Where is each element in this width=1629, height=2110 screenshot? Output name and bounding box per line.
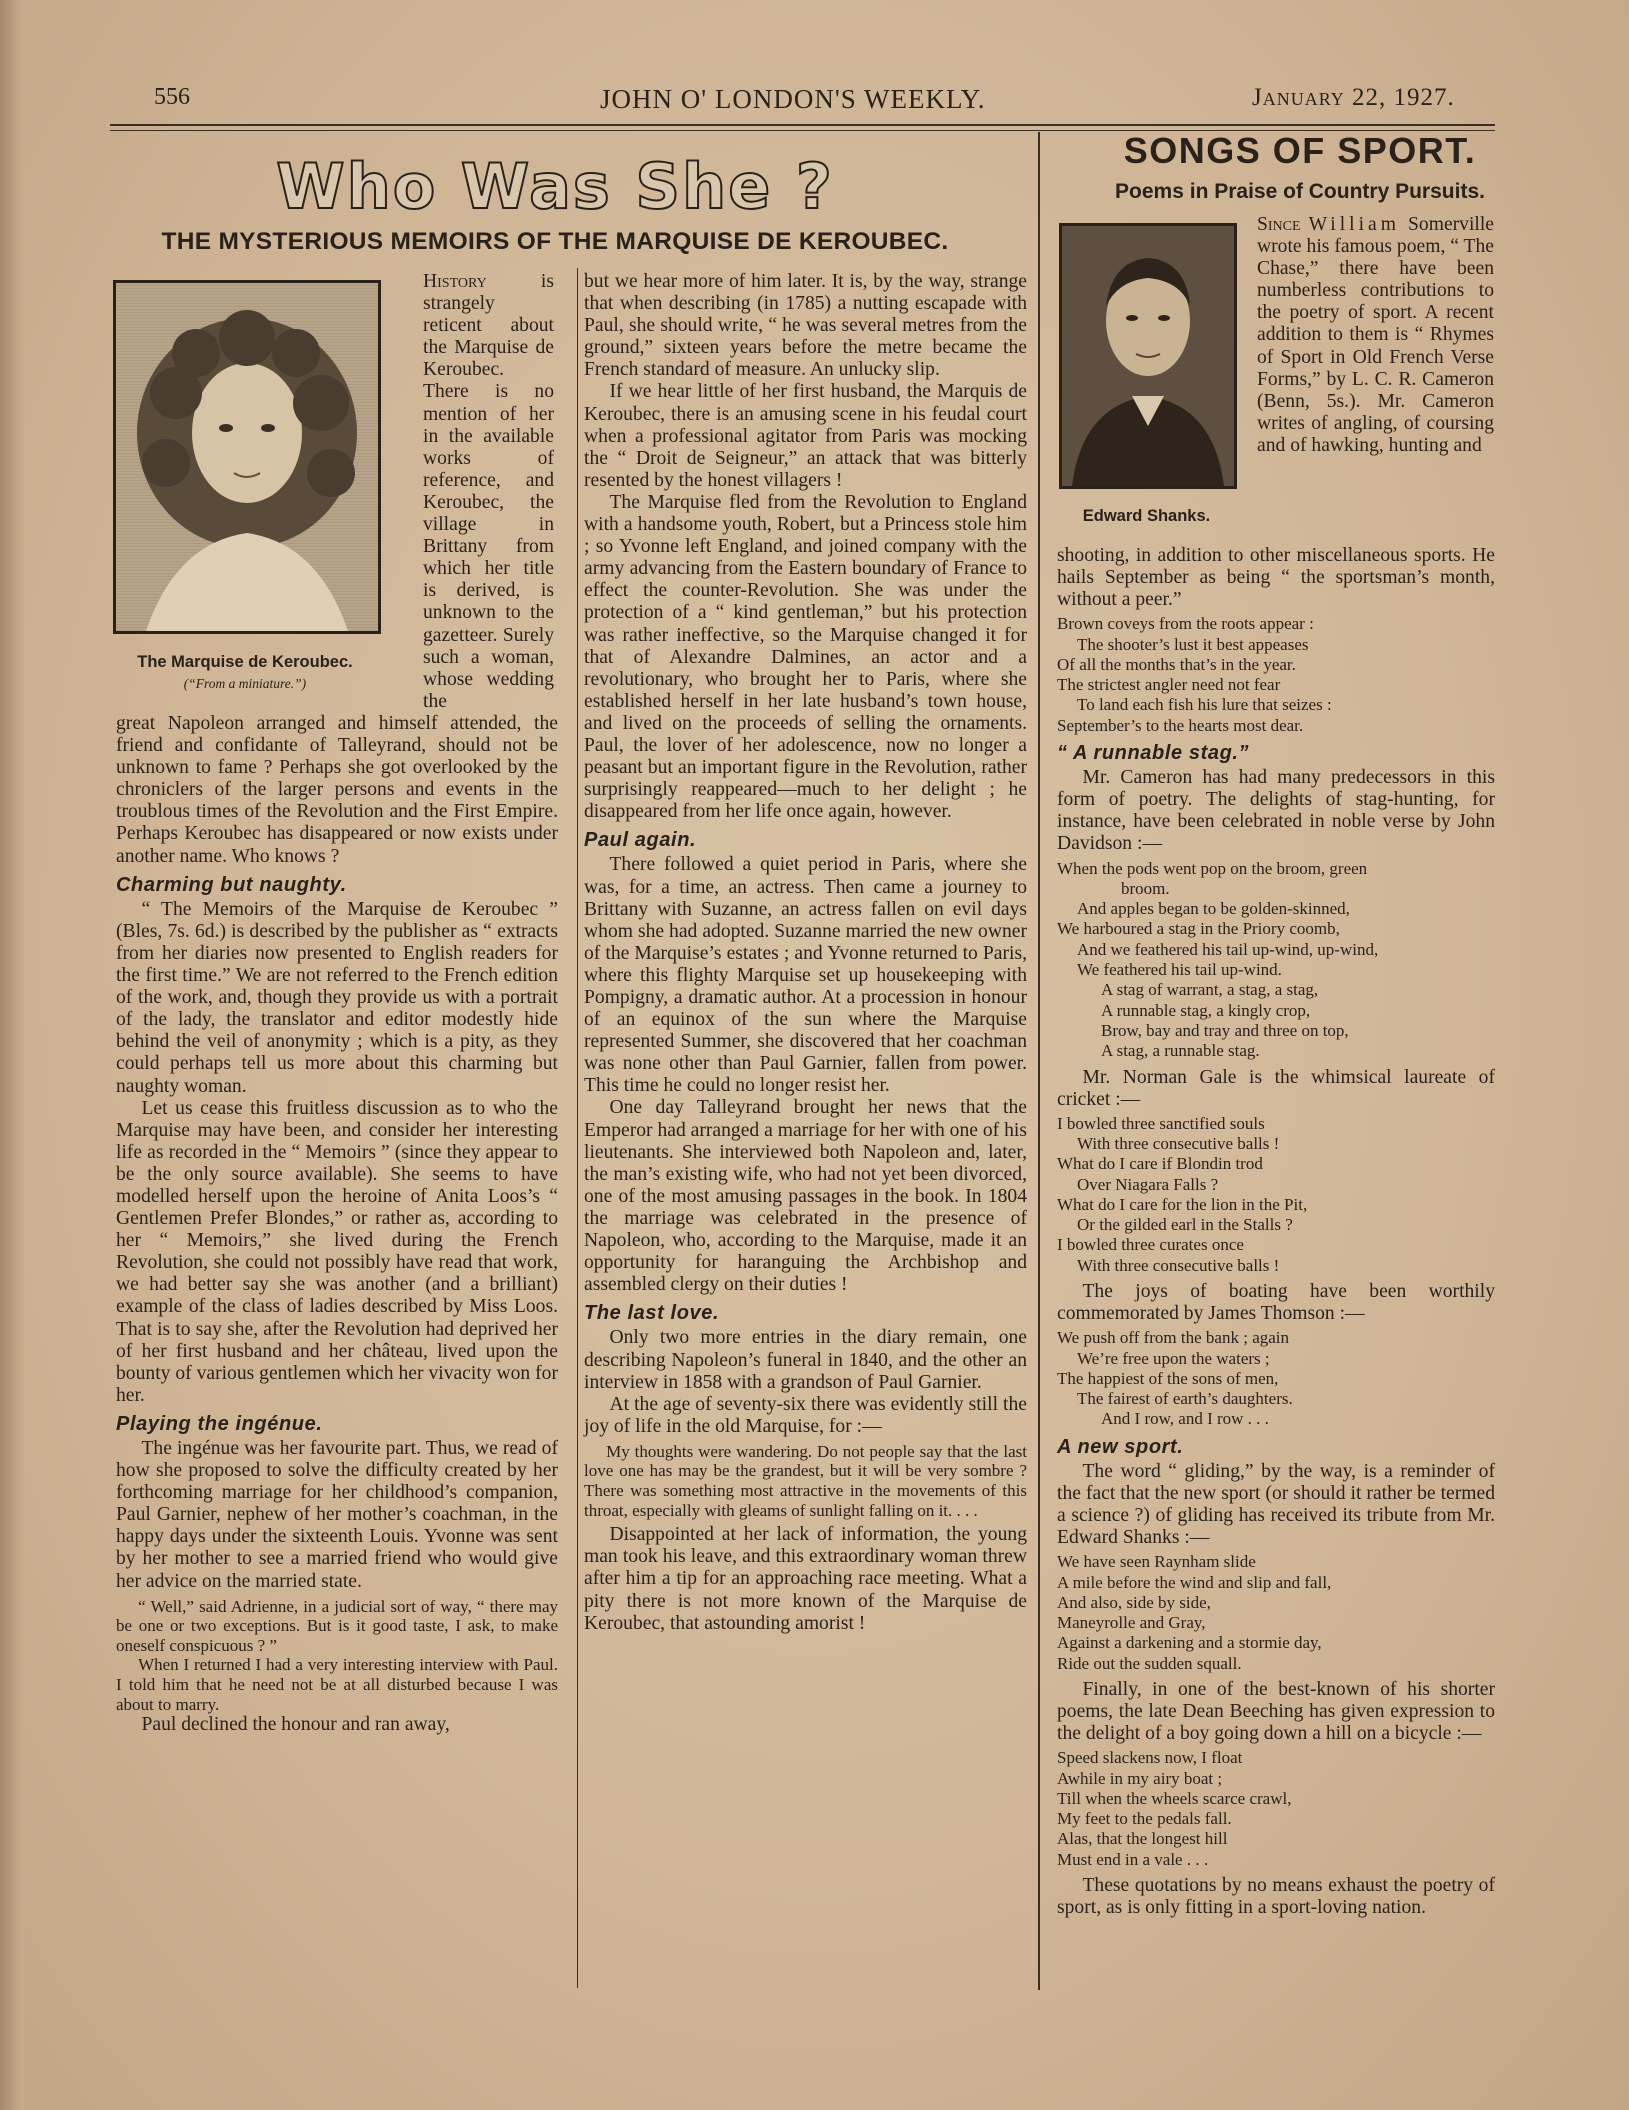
article-headline: Who Was She ? (276, 150, 834, 223)
quote-last-love: My thoughts were wandering. Do not people say that the last love one has may be the grandest, but it will be very sombre ? There was something most attractive in the movements of this throat, especially with gleams of sunlight falling on it. . . . (584, 1441, 1027, 1520)
article-subhead: THE MYSTERIOUS MEMOIRS OF THE MARQUISE DE KEROUBEC. (161, 228, 949, 255)
marquise-portrait-credit: (“From a miniature.”) (183, 676, 307, 691)
paragraph-charming-1: “ The Memoirs of the Marquise de Keroubec ” (Bles, 7s. 6d.) is described by the publisher as “ extracts from her diaries now presented to English readers for the first time.” We are not referred to the French edition of the work, and, though they provide us with a portrait of the lady, the translator and editor modestly hide behind the veil of anonymity ; which is a pity, as they could perhaps tell us more about this charming but naughty woman. (116, 898, 558, 1097)
verse-line: When the pods went pop on the broom, green (1057, 858, 1368, 878)
subheading-last-love: The last love. (584, 1302, 720, 1325)
verse-line: A mile before the wind and slip and fall, (1057, 1572, 1332, 1592)
verse-gliding (1057, 1552, 1495, 1674)
verse-line: I bowled three curates once (1057, 1235, 1244, 1255)
verse-line: A stag, a runnable stag. (1101, 1041, 1260, 1061)
paragraph-beeching: Finally, in one of the best-known of his shorter poems, the late Dean Beeching has given expression to the delight of a boy going down a hill on a bicycle :— (1057, 1678, 1495, 1745)
verse-line: The fairest of earth’s daughters. (1077, 1389, 1293, 1409)
verse-line: The happiest of the sons of men, (1057, 1368, 1279, 1388)
verse-line: With three consecutive balls ! (1077, 1255, 1280, 1275)
verse-line: And we feathered his tail up-wind, up-wind, (1077, 939, 1379, 959)
verse-stag (1057, 859, 1495, 1062)
verse-line: Ride out the sudden squall. (1057, 1653, 1242, 1673)
paragraph-mid-2: If we hear little of her first husband, the Marquis de Keroubec, there is an amusing scene in his feudal court when a professional agitator from Paris was mocking the “ Droit de Seigneur,” an attack that was bitterly resented by the honest villagers ! (584, 381, 1027, 491)
verse-line: What do I care if Blondin trod (1057, 1154, 1263, 1174)
paragraph-last-2: At the age of seventy-six there was evidently still the joy of life in the old Marquise, for :— (584, 1393, 1027, 1437)
sport-intro-narrow (1257, 214, 1494, 457)
verse-cricket (1057, 1114, 1495, 1276)
paragraph-paul-1: There followed a quiet period in Paris, where she was, for a time, an actress. Then came a journey to Brittany with Suzanne, an actress fallen on evil days whom she had adopted. Suzanne married the new owner of the Marquise’s estates ; and Yvonne returned to Paris, where this flighty Marquise set up housekeeping with Pompigny, a dramatic author. At a procession in honour of an equinox of the sun where the Marquise represented Summer, she discovered that her coachman was none other than Paul Garnier, fallen from power. This time he could no longer resist her. (584, 854, 1027, 1097)
verse-bicycle (1057, 1748, 1495, 1870)
verse-line: A stag of warrant, a stag, a stag, (1101, 980, 1319, 1000)
paragraph-last-1: Only two more entries in the diary remain, one describing Napoleon’s funeral in 1840, and the other an interview in 1858 with a grandson of Paul Garnier. (584, 1327, 1027, 1393)
column-divider-right (1038, 132, 1040, 1990)
paragraph-final: These quotations by no means exhaust the poetry of sport, as is only fitting in a sport-loving nation. (1057, 1875, 1495, 1919)
marquise-portrait (113, 280, 381, 634)
paragraph-gale: Mr. Norman Gale is the whimsical laureate of cricket :— (1057, 1066, 1495, 1110)
issue-date: January 22, 1927. (1252, 84, 1455, 111)
verse-line: We feathered his tail up-wind. (1077, 960, 1282, 980)
verse-line: broom. (1121, 878, 1170, 898)
sport-subhead: Poems in Praise of Country Pursuits. (1115, 180, 1485, 203)
verse-line: We harboured a stag in the Priory coomb, (1057, 919, 1340, 939)
verse-line: The shooter’s lust it best appeases (1077, 634, 1309, 654)
verse-line: And I row, and I row . . . (1101, 1409, 1269, 1429)
verse-line: The strictest angler need not fear (1057, 675, 1281, 695)
shanks-portrait-caption: Edward Shanks. (1082, 507, 1211, 525)
paragraph-charming-2: Let us cease this fruitless discussion as to who the Marquise may have been, and consider her interesting life as recorded in the “ Memoirs ” (since they appear to be the only source available). She seems to have modelled herself upon the heroine of Anita Loos’s “ Gentlemen Prefer Blondes,” or rather as, according to her “ Memoirs,” she lived during the French Revolution, she could not possibly have read that work, we had better say she was another (and a brilliant) example of the class of ladies described by Miss Loos. That is to say she, after the Revolution had deprived her of her first husband and her château, lived upon the bounty of various gentlemen which her vivacity won for her. (116, 1097, 558, 1406)
verse-line: September’s to the hearts most dear. (1057, 715, 1304, 735)
verse-line: And also, side by side, (1057, 1592, 1211, 1612)
paragraph-mid-3: The Marquise fled from the Revolution to England with a handsome youth, Robert, but a Princess stole him ; so Yvonne left England, and joined company with the army advancing from the Eastern boundary of France to effect the counter-Revolution. She was under the protection of a “ kind gentleman,” but his protection was rather ineffective, so the Marquise changed it for that of Alexandre Dalmines, an actor and a revolutionary, who brought her to Paris, where she established herself in her late husband’s town house, and lived on the proceeds of selling the ornaments. Paul, the lover of her adolescence, now no longer a peasant but an important figure in the Revolution, rather surprisingly reappeared—much to her delight ; he disappeared from her life once again, however. (584, 491, 1027, 823)
intro-paragraph: History is strangely reticent about the Marquise de Keroubec. There is no mention of her in the available works of reference, and Keroubec, the village in Brittany from which her title is derived, is unknown to the gazetteer. Surely such a woman, whose wedding the (423, 271, 554, 712)
page-number: 556 (154, 84, 190, 110)
verse-line: What do I care for the lion in the Pit, (1057, 1194, 1308, 1214)
sport-column (1057, 545, 1495, 1919)
verse-line: And apples began to be golden-skinned, (1077, 899, 1350, 919)
verse-line: Of all the months that’s in the year. (1057, 654, 1296, 674)
verse-line: Must end in a vale . . . (1057, 1849, 1209, 1869)
journal-title: JOHN O' LONDON'S WEEKLY. (600, 84, 986, 114)
verse-line: Awhile in my airy boat ; (1057, 1768, 1223, 1788)
subheading-charming: Charming but naughty. (116, 873, 347, 896)
paragraph-gliding: The word “ gliding,” by the way, is a reminder of the fact that the new sport (or should it rather be termed a science ?) of gliding has received its tribute from Mr. Edward Shanks :— (1057, 1460, 1495, 1549)
paragraph-paul-2: One day Talleyrand brought her news that the Emperor had arranged a marriage for her with one of his lieutenants. She interviewed both Napoleon and, later, the man’s existing wife, who had not yet been divorced, one of the most amusing passages in the book. In 1804 the marriage was celebrated in the presence of Napoleon, who, according to the Marquise, made it an opportunity for haranguing the Archbishop and assembled clergy on their duties ! (584, 1097, 1027, 1296)
sport-intro-continuation: shooting, in addition to other miscellaneous sports. He hails September as being “ the sportsman’s month, without a peer.” (1057, 545, 1495, 611)
intro-dropword: History (423, 271, 487, 292)
intro-narrow-column (389, 271, 554, 713)
verse-line: Speed slackens now, I float (1057, 1748, 1243, 1768)
marquise-portrait-caption: The Marquise de Keroubec. (137, 653, 353, 671)
verse-line: Maneyrolle and Gray, (1057, 1613, 1206, 1633)
quote-adrienne: “ Well,” said Adrienne, in a judicial sort of way, “ there may be one or two exceptions. But is it good taste, I ask, to make oneself conspicuous ? ” (116, 1596, 558, 1655)
verse-line: I bowled three sanctified souls (1057, 1113, 1265, 1133)
paragraph-declined: Paul declined the honour and ran away, (141, 1714, 450, 1736)
verse-line: Till when the wheels scarce crawl, (1057, 1788, 1292, 1808)
paragraph-playing-1: The ingénue was her favourite part. Thus, we read of how she proposed to solve the difficulty created by her forthcoming marriage for her childhood’s companion, Paul Garnier, nephew of her mother’s coachman, in the happy days under the sixteenth Louis. Yvonne was sent by her mother to see a married friend who would give her advice on the married state. (116, 1438, 558, 1592)
verse-line: We’re free upon the waters ; (1077, 1348, 1270, 1368)
sport-headline: SONGS OF SPORT. (1123, 130, 1477, 171)
header-rule-top (110, 124, 1495, 126)
paragraph-mid-1: but we hear more of him later. It is, by the way, strange that when describing (in 1785) a nutting escapade with Paul, she should write, “ he was several metres from the ground,” sixteen years before the metre became the French standard of measure. An unlucky slip. (584, 271, 1027, 381)
verse-line: My feet to the pedals fall. (1057, 1809, 1232, 1829)
man-portrait-icon (1062, 226, 1234, 486)
paragraph-stag: Mr. Cameron has had many predecessors in this form of poetry. The delights of stag-hunting, for instance, have been celebrated in noble verse by John Davidson :— (1057, 767, 1495, 855)
main-column-middle (584, 271, 1027, 1635)
subheading-paul-again: Paul again. (584, 829, 697, 852)
main-column-left (116, 713, 558, 1736)
verse-line: We push off from the bank ; again (1057, 1328, 1290, 1348)
paragraph-last-3: Disappointed at her lack of information, the young man took his leave, and this extraordinary woman threw after him a tip for an approaching race meeting. What a pity there is not more known of the Marquise de Keroubec, that astounding amorist ! (584, 1524, 1027, 1634)
verse-line: To land each fish his lure that seizes : (1077, 695, 1332, 715)
verse-line: Or the gilded earl in the Stalls ? (1077, 1215, 1293, 1235)
shanks-portrait (1059, 223, 1237, 489)
page-edge (0, 0, 24, 2110)
verse-line: We have seen Raynham slide (1057, 1552, 1256, 1572)
verse-line: Against a darkening and a stormie day, (1057, 1633, 1322, 1653)
subheading-playing: Playing the ingénue. (116, 1412, 323, 1435)
subheading-runnable-stag: “ A runnable stag.” (1057, 742, 1250, 765)
subheading-new-sport: A new sport. (1057, 1435, 1184, 1458)
woman-portrait-icon (116, 283, 378, 631)
verse-september (1057, 614, 1495, 736)
verse-line: Brow, bay and tray and three on top, (1101, 1020, 1349, 1040)
verse-line: Over Niagara Falls ? (1077, 1174, 1219, 1194)
verse-line: Brown coveys from the roots appear : (1057, 614, 1314, 634)
column-divider-left (577, 268, 578, 1988)
intro-continuation: great Napoleon arranged and himself attended, the friend and confidante of Talleyrand, should not be unknown to fame ? Perhaps she got overlooked by the chroniclers of the larger persons and events in the troublous times of the Revolution and the First Empire. Perhaps Keroubec has disappeared or now exists under another name. Who knows ? (116, 713, 558, 867)
verse-line: With three consecutive balls ! (1077, 1133, 1280, 1153)
sport-intro-paragraph: Since William Somerville wrote his famous poem, “ The Chase,” there have been numberless contributions to the poetry of sport. A recent addition to them is “ Rhymes of Sport in Old French Verse Forms,” by L. C. R. Cameron (Benn, 5s.). Mr. Cameron writes of angling, of coursing and of hawking, hunting and (1257, 214, 1494, 456)
verse-line: A runnable stag, a kingly crop, (1101, 1000, 1311, 1020)
verse-line: Alas, that the longest hill (1057, 1829, 1228, 1849)
verse-boating (1057, 1328, 1495, 1429)
quote-paul: When I returned I had a very interesting interview with Paul. I told him that he need not be at all disturbed because I was about to marry. (116, 1655, 558, 1714)
paragraph-boating: The joys of boating have been worthily commemorated by James Thomson :— (1057, 1281, 1495, 1325)
